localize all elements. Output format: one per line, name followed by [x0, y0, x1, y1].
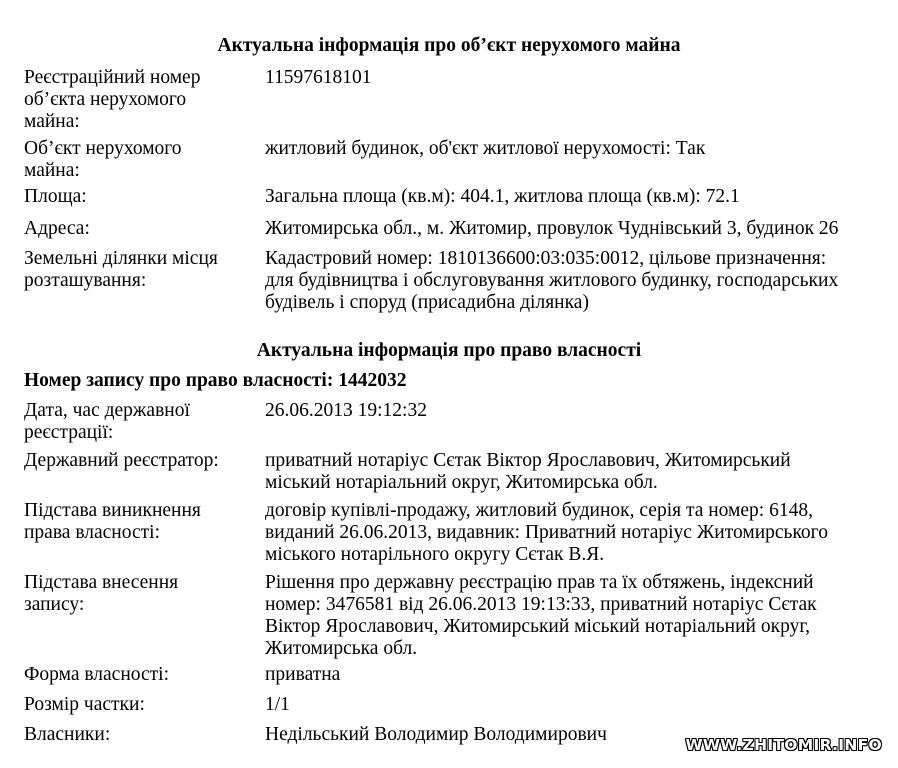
row-value: житловий будинок, об'єкт житлової нерухомості: Так [265, 138, 706, 159]
row-label: Розмір частки: [24, 694, 145, 715]
row-label: Дата, час державної реєстрації: [24, 400, 190, 443]
row-label: Підстава внесення запису: [24, 572, 179, 615]
row-value: приватна [265, 664, 341, 685]
row-label: Підстава виникнення права власності: [24, 500, 201, 543]
row-label: Площа: [24, 186, 87, 207]
row-label: Реєстраційний номер об’єкта нерухомого майна: [24, 67, 201, 132]
row-value: Недільський Володимир Володимирович [265, 724, 607, 745]
row-label: Власники: [24, 724, 111, 745]
row-value: 26.06.2013 19:12:32 [265, 400, 427, 421]
row-label: Об’єкт нерухомого майна: [24, 138, 182, 181]
row-value: Рішення про державну реєстрацію прав та їх обтяжень, індексний номер: 3476581 від 26.06.2013 19:13:33, приватний нотаріус Сєтак Віктор Ярославович, Житомирський міський нотаріальний округ, Житомирська обл. [265, 572, 817, 659]
row-label: Форма власності: [24, 664, 170, 685]
section-title-property: Актуальна інформація про об’єкт нерухомого майна [217, 35, 681, 56]
row-label: Адреса: [24, 218, 90, 239]
row-value: приватний нотаріус Сєтак Віктор Ярославович, Житомирський міський нотаріальний округ, Житомирська обл. [265, 450, 791, 493]
row-label: Земельні ділянки місця розташування: [24, 248, 218, 291]
row-value: 1/1 [265, 694, 290, 715]
row-value: договір купівлі-продажу, житловий будинок, серія та номер: 6148, виданий 26.06.2013, видавник: Приватний нотаріус Житомирського міського нотарільного округу Сєтак В.Я. [265, 500, 828, 565]
watermark: WWW.ZHITOMIR.INFO [685, 736, 882, 754]
row-value: Кадастровий номер: 1810136600:03:035:0012, цільове призначення: для будівництва і обслуговування житлового будинку, господарських будівель і споруд (присадибна ділянка) [265, 248, 839, 313]
row-value: Житомирська обл., м. Житомир, провулок Чуднівський 3, будинок 26 [265, 218, 839, 239]
row-value: 11597618101 [265, 67, 372, 88]
row-value: Загальна площа (кв.м): 404.1, житлова площа (кв.м): 72.1 [265, 186, 740, 207]
ownership-record-number: Номер запису про право власності: 1442032 [24, 370, 407, 391]
section-title-ownership: Актуальна інформація про право власності [256, 340, 642, 361]
row-label: Державний реєстратор: [24, 450, 219, 471]
